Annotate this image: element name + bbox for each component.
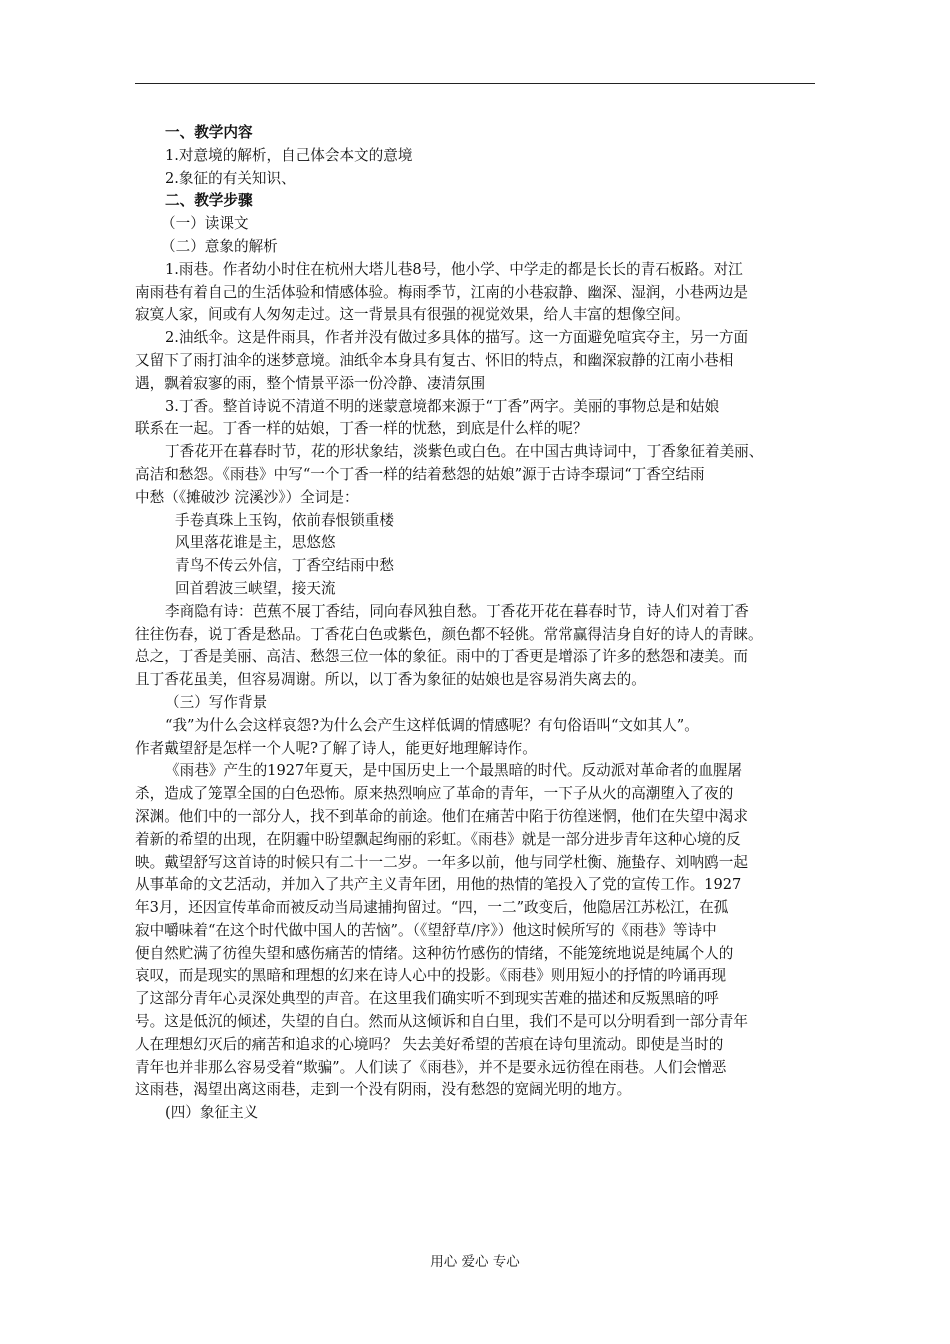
page-footer: 用心 爱心 专心 xyxy=(430,1254,520,1270)
paragraph-line: 寂寞人家，间或有人匆匆走过。这一背景具有很强的视觉效果，给人丰富的想像空间。 xyxy=(135,306,690,324)
poem-line: 风里落花谁是主，思悠悠 xyxy=(175,534,336,552)
paragraph-line: 这雨巷，渴望出离这雨巷，走到一个没有阴雨，没有愁怨的宽阔光明的地方。 xyxy=(135,1081,632,1099)
paragraph-line: 了这部分青年心灵深处典型的声音。在这里我们确实听不到现实苦难的描述和反叛黑暗的呼 xyxy=(135,990,719,1008)
paragraph-line: 南雨巷有着自己的生活体验和情感体验。梅雨季节，江南的小巷寂静、幽深、湿润，小巷两边是 xyxy=(135,283,748,301)
paragraph-line: 1.雨巷。作者幼小时住在杭州大塔儿巷8号，他小学、中学走的都是长长的青石板路。对江 xyxy=(165,260,743,278)
list-item: 2.象征的有关知识、 xyxy=(165,169,296,187)
paragraph-line: 又留下了雨打油伞的迷梦意境。油纸伞本身具有复古、怀旧的特点，和幽深寂静的江南小巷相 xyxy=(135,351,734,369)
paragraph-line: 《雨巷》产生的1927年夏天，是中国历史上一个最黑暗的时代。反动派对革命者的血腥屠 xyxy=(165,762,743,780)
poem-line: 手卷真珠上玉钩，依前春恨锁重楼 xyxy=(175,511,394,529)
paragraph-line: 映。戴望舒写这首诗的时候只有二十一二岁。一年多以前，他与同学杜衡、施蛰存、刘呐鸥一起 xyxy=(135,853,748,871)
paragraph-line: 寂中嚼味着“在这个时代做中国人的苦恼”。（《望舒草/序》）他这时候所写的《雨巷》等诗中 xyxy=(135,921,717,939)
paragraph-line: 便自然贮满了彷徨失望和感伤痛苦的情绪。这种彷竹感伤的情绪，不能笼统地说是纯属个人的 xyxy=(135,944,734,962)
subheading: （二）意象的解析 xyxy=(161,237,278,255)
paragraph-line: 高洁和愁怨。《雨巷》中写“一个丁香一样的结着愁怨的姑娘”源于古诗李璟词“丁香空结雨 xyxy=(135,465,705,483)
document-body xyxy=(135,122,825,1125)
paragraph-line: 着新的希望的出现，在阴霾中盼望飘起绚丽的彩虹。《雨巷》就是一部分进步青年这种心境的反 xyxy=(135,830,741,848)
paragraph-line: 从事革命的文艺活动，并加入了共产主义青年团，用他的热情的笔投入了党的宣传工作。1927 xyxy=(135,876,742,894)
paragraph-line: 人在理想幻灭后的痛苦和追求的心境吗？ 失去美好希望的苦痕在诗句里流动。即使是当时的 xyxy=(135,1035,724,1053)
list-item: 1.对意境的解析，自己体会本文的意境 xyxy=(165,146,413,164)
paragraph-line: 杀，造成了笼罩全国的白色恐怖。原来热烈响应了革命的青年，一下子从火的高潮堕入了夜的 xyxy=(135,785,734,803)
paragraph-line: “我”为什么会这样哀怨?为什么会产生这样低调的情感呢？有句俗语叫“文如其人”。 xyxy=(165,716,699,734)
poem-line: 青鸟不传云外信，丁香空结雨中愁 xyxy=(175,557,394,575)
paragraph-line: 3.丁香。整首诗说不清道不明的迷蒙意境都来源于“丁香”两字。美丽的事物总是和姑娘 xyxy=(165,397,720,415)
paragraph-line: 青年也并非那么容易受着“欺骗”。人们读了《雨巷》，并不是要永远彷徨在雨巷。人们会憎恶 xyxy=(135,1058,727,1076)
subheading: （三）写作背景 xyxy=(165,693,268,711)
subheading: (四）象征主义 xyxy=(165,1104,259,1122)
paragraph-line: 号。这是低沉的倾述，失望的自白。然而从这倾诉和自白里，我们不是可以分明看到一部分青年 xyxy=(135,1013,748,1031)
paragraph-line: 哀叹，而是现实的黑暗和理想的幻来在诗人心中的投影。《雨巷》则用短小的抒情的吟诵再现 xyxy=(135,967,727,985)
paragraph-line: 往往伤春，说丁香是愁品。丁香花白色或紫色，颜色都不轻佻。常常赢得洁身自好的诗人的青睐。 xyxy=(135,625,763,643)
header-rule xyxy=(135,83,815,84)
paragraph-line: 丁香花开在暮春时节，花的形状象结，淡紫色或白色。在中国古典诗词中，丁香象征着美丽、 xyxy=(165,443,764,461)
paragraph-line: 且丁香花虽美，但容易凋谢。所以，以丁香为象征的姑娘也是容易消失离去的。 xyxy=(135,671,646,689)
section-heading: 二、教学步骤 xyxy=(165,192,253,210)
paragraph-line: 中愁（《摊破沙 浣溪沙》）全词是： xyxy=(135,488,359,506)
paragraph-line: 年3月，还因宣传革命而被反动当局逮捕拘留过。“四，一二”政变后，他隐居江苏松江，在孤 xyxy=(135,899,729,917)
subheading: （一）读课文 xyxy=(161,215,249,233)
paragraph-line: 2.油纸伞。这是件雨具，作者并没有做过多具体的描写。这一方面避免喧宾夺主，另一方面 xyxy=(165,329,749,347)
paragraph-line: 联系在一起。丁香一样的姑娘，丁香一样的忧愁，到底是什么样的呢？ xyxy=(135,420,588,438)
paragraph-line: 遇，飘着寂寥的雨，整个情景平添一份冷静、凄清氛围 xyxy=(135,374,486,392)
paragraph-line: 总之，丁香是美丽、高洁、愁怨三位一体的象征。雨中的丁香更是增添了许多的愁怨和凄美。而 xyxy=(135,648,748,666)
poem-line: 回首碧波三峡望，接天流 xyxy=(175,579,336,597)
paragraph-line: 作者戴望舒是怎样一个人呢?了解了诗人，能更好地理解诗作。 xyxy=(135,739,537,757)
paragraph-line: 李商隐有诗：芭蕉不展丁香结，同向春风独自愁。丁香花开花在暮春时节，诗人们对着丁香 xyxy=(165,602,749,620)
section-heading: 一、教学内容 xyxy=(165,124,253,141)
paragraph-line: 深渊。他们中的一部分人，找不到革命的前途。他们在痛苦中陷于彷徨迷惘，他们在失望中渴求 xyxy=(135,807,748,825)
